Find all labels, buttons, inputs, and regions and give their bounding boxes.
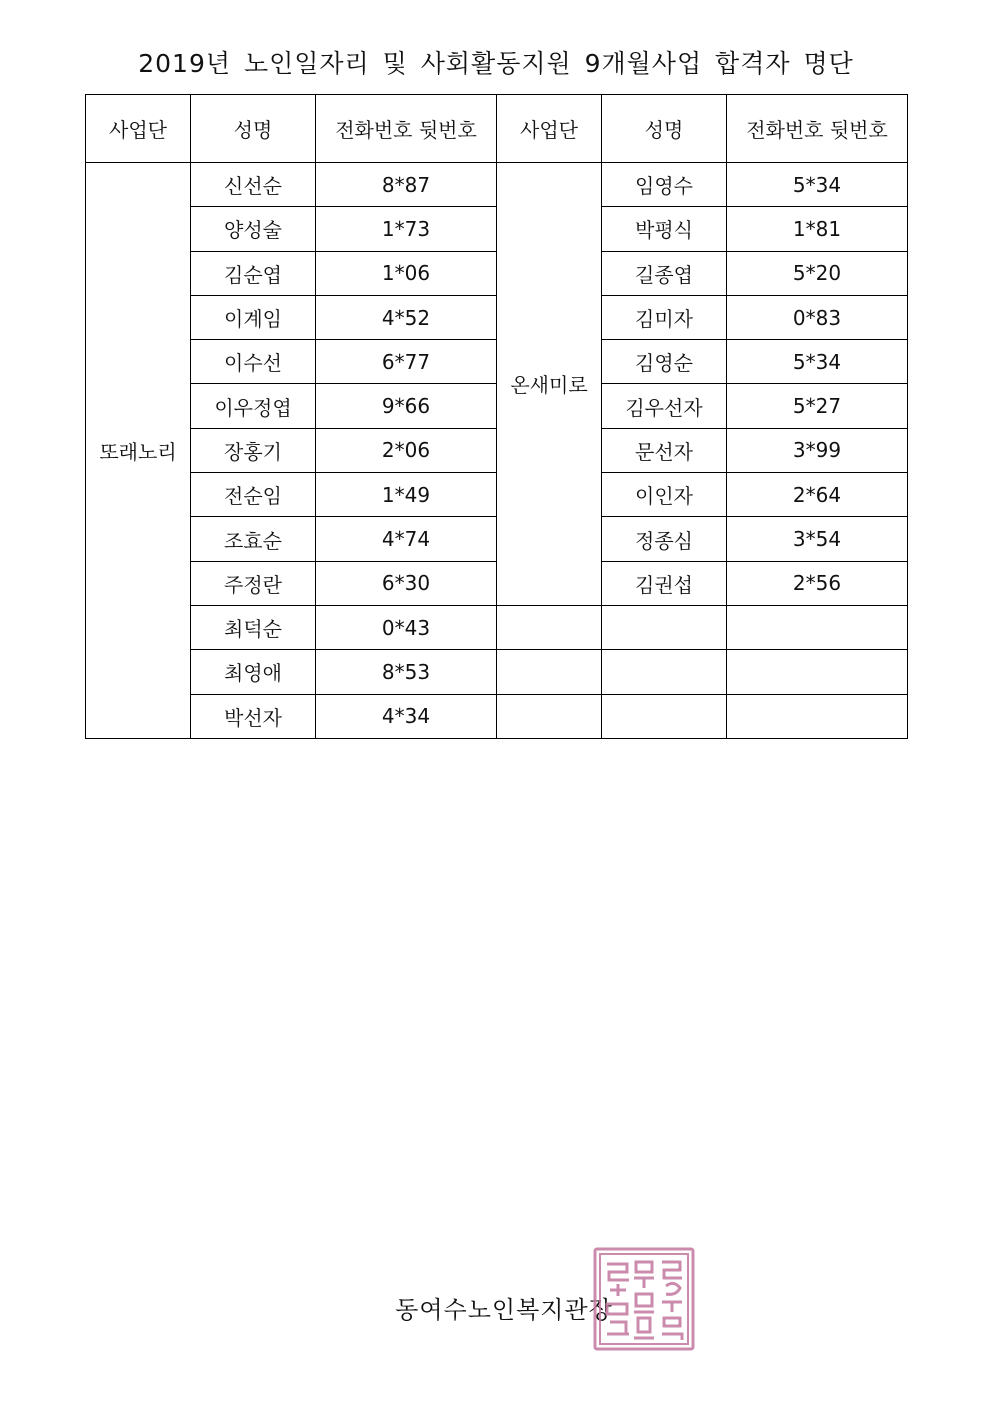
seal-stamp — [592, 1246, 696, 1352]
name-cell-left: 김순엽 — [191, 251, 316, 295]
table-row — [86, 605, 908, 649]
name-cell-left: 장홍기 — [191, 428, 316, 472]
name-cell-right: 문선자 — [602, 428, 727, 472]
phone-cell-right: 5*34 — [727, 163, 908, 207]
header-row — [86, 95, 908, 163]
header-group-right: 사업단 — [497, 95, 602, 163]
roster-body — [86, 163, 908, 739]
header-group-left: 사업단 — [86, 95, 191, 163]
phone-cell-left: 1*06 — [316, 251, 497, 295]
name-cell-left: 최덕순 — [191, 605, 316, 649]
header-name-right: 성명 — [602, 95, 727, 163]
phone-cell-right: 2*64 — [727, 473, 908, 517]
name-cell-left: 이수선 — [191, 340, 316, 384]
name-cell-left: 양성술 — [191, 207, 316, 251]
name-cell-left: 이우정엽 — [191, 384, 316, 428]
name-cell-left: 이계임 — [191, 295, 316, 339]
phone-cell-right: 0*83 — [727, 295, 908, 339]
phone-cell-right: 1*81 — [727, 207, 908, 251]
phone-cell-left: 4*74 — [316, 517, 497, 561]
header-name-left: 성명 — [191, 95, 316, 163]
name-cell-right — [602, 694, 727, 738]
empty-group-cell-right — [497, 605, 602, 649]
empty-group-cell-right — [497, 694, 602, 738]
table-row — [86, 650, 908, 694]
name-cell-right: 김영순 — [602, 340, 727, 384]
name-cell-left: 박선자 — [191, 694, 316, 738]
phone-cell-right — [727, 650, 908, 694]
name-cell-right: 이인자 — [602, 473, 727, 517]
name-cell-left: 주정란 — [191, 561, 316, 605]
roster-table — [85, 94, 908, 739]
name-cell-right: 정종심 — [602, 517, 727, 561]
phone-cell-left: 1*49 — [316, 473, 497, 517]
name-cell-right — [602, 605, 727, 649]
header-phone-left: 전화번호 뒷번호 — [316, 95, 497, 163]
name-cell-right: 김우선자 — [602, 384, 727, 428]
empty-group-cell-right — [497, 650, 602, 694]
group-cell-right: 온새미로 — [497, 163, 602, 606]
phone-cell-right: 3*54 — [727, 517, 908, 561]
name-cell-right: 임영수 — [602, 163, 727, 207]
phone-cell-left: 2*06 — [316, 428, 497, 472]
phone-cell-left: 1*73 — [316, 207, 497, 251]
header-phone-right: 전화번호 뒷번호 — [727, 95, 908, 163]
phone-cell-left: 4*52 — [316, 295, 497, 339]
name-cell-left: 신선순 — [191, 163, 316, 207]
phone-cell-right — [727, 605, 908, 649]
phone-cell-left: 4*34 — [316, 694, 497, 738]
group-cell-left: 또래노리 — [86, 163, 191, 739]
phone-cell-left: 6*30 — [316, 561, 497, 605]
phone-cell-left: 0*43 — [316, 605, 497, 649]
name-cell-right — [602, 650, 727, 694]
phone-cell-right: 5*27 — [727, 384, 908, 428]
phone-cell-left: 9*66 — [316, 384, 497, 428]
phone-cell-right — [727, 694, 908, 738]
name-cell-right: 김미자 — [602, 295, 727, 339]
table-row — [86, 163, 908, 207]
phone-cell-right: 5*34 — [727, 340, 908, 384]
phone-cell-right: 5*20 — [727, 251, 908, 295]
phone-cell-right: 2*56 — [727, 561, 908, 605]
name-cell-right: 길종엽 — [602, 251, 727, 295]
phone-cell-right: 3*99 — [727, 428, 908, 472]
document-title: 2019년 노인일자리 및 사회활동지원 9개월사업 합격자 명단 — [138, 49, 854, 78]
phone-cell-left: 8*87 — [316, 163, 497, 207]
phone-cell-left: 6*77 — [316, 340, 497, 384]
name-cell-left: 조효순 — [191, 517, 316, 561]
name-cell-left: 전순임 — [191, 473, 316, 517]
name-cell-right: 박평식 — [602, 207, 727, 251]
name-cell-left: 최영애 — [191, 650, 316, 694]
signature-text: 동여수노인복지관장 — [395, 1296, 613, 1324]
seal-stamp-icon — [592, 1246, 696, 1352]
name-cell-right: 김권섭 — [602, 561, 727, 605]
table-row — [86, 694, 908, 738]
phone-cell-left: 8*53 — [316, 650, 497, 694]
